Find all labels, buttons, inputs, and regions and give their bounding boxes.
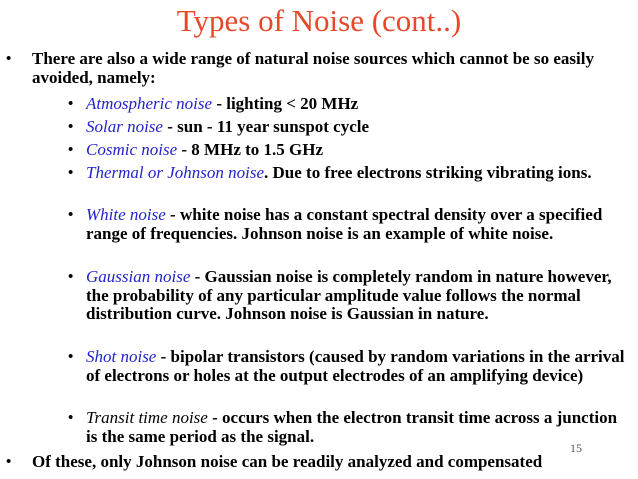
list-item: [68, 141, 630, 160]
intro-text: There are also a wide range of natural noise sources which cannot be so easily avoided, namely:: [32, 49, 594, 87]
noise-description: - white noise has a constant spectral density over a specified range of frequencies. Johnson noise is an example of white noise.: [86, 205, 603, 243]
list-item: [68, 95, 630, 114]
bullet-icon: •: [6, 51, 12, 67]
noise-term: Cosmic noise: [86, 140, 178, 159]
bullet-icon: •: [68, 165, 74, 181]
list-item: [68, 206, 630, 243]
noise-description: - sun - 11 year sunspot cycle: [162, 117, 370, 136]
list-item: [68, 268, 630, 324]
noise-term: Solar noise: [86, 117, 163, 136]
bullet-icon: •: [68, 349, 74, 365]
bullet-icon: •: [68, 410, 74, 426]
list-item: [68, 118, 630, 137]
list-item: [68, 409, 630, 446]
list-item: [68, 164, 630, 183]
conclusion-bullet: [6, 453, 628, 472]
noise-description: - bipolar transistors (caused by random variations in the arrival of electrons or holes at the output electrodes of an amplifying device): [86, 347, 625, 385]
list-item: [68, 348, 630, 385]
intro-bullet: [6, 50, 628, 87]
bullet-icon: •: [68, 119, 74, 135]
noise-description: - occurs when the electron transit time across a junction is the same period as the signal.: [86, 408, 618, 446]
page-number: 15: [570, 441, 582, 455]
noise-description: - lighting < 20 MHz: [212, 94, 359, 113]
noise-description: - Gaussian noise is completely random in nature however, the probability of any particular amplitude value follows the normal distribution curve. Johnson noise is Gaussian in nature.: [86, 267, 612, 323]
bullet-icon: •: [68, 207, 74, 223]
conclusion-text: Of these, only Johnson noise can be readily analyzed and compensated: [32, 452, 543, 471]
noise-description: . Due to free electrons striking vibrating ions.: [264, 163, 592, 182]
bullet-icon: •: [6, 454, 12, 470]
noise-term: Gaussian noise: [86, 267, 191, 286]
bullet-icon: •: [68, 96, 74, 112]
noise-term: Shot noise: [86, 347, 157, 366]
bullet-icon: •: [68, 142, 74, 158]
slide-title: Types of Noise (cont..): [176, 3, 462, 38]
noise-description: - 8 MHz to 1.5 GHz: [177, 140, 324, 159]
bullet-icon: •: [68, 269, 74, 285]
noise-term: Atmospheric noise: [86, 94, 213, 113]
noise-term: Thermal or Johnson noise: [86, 163, 265, 182]
noise-term: Transit time noise: [86, 408, 208, 427]
noise-term: White noise: [86, 205, 166, 224]
